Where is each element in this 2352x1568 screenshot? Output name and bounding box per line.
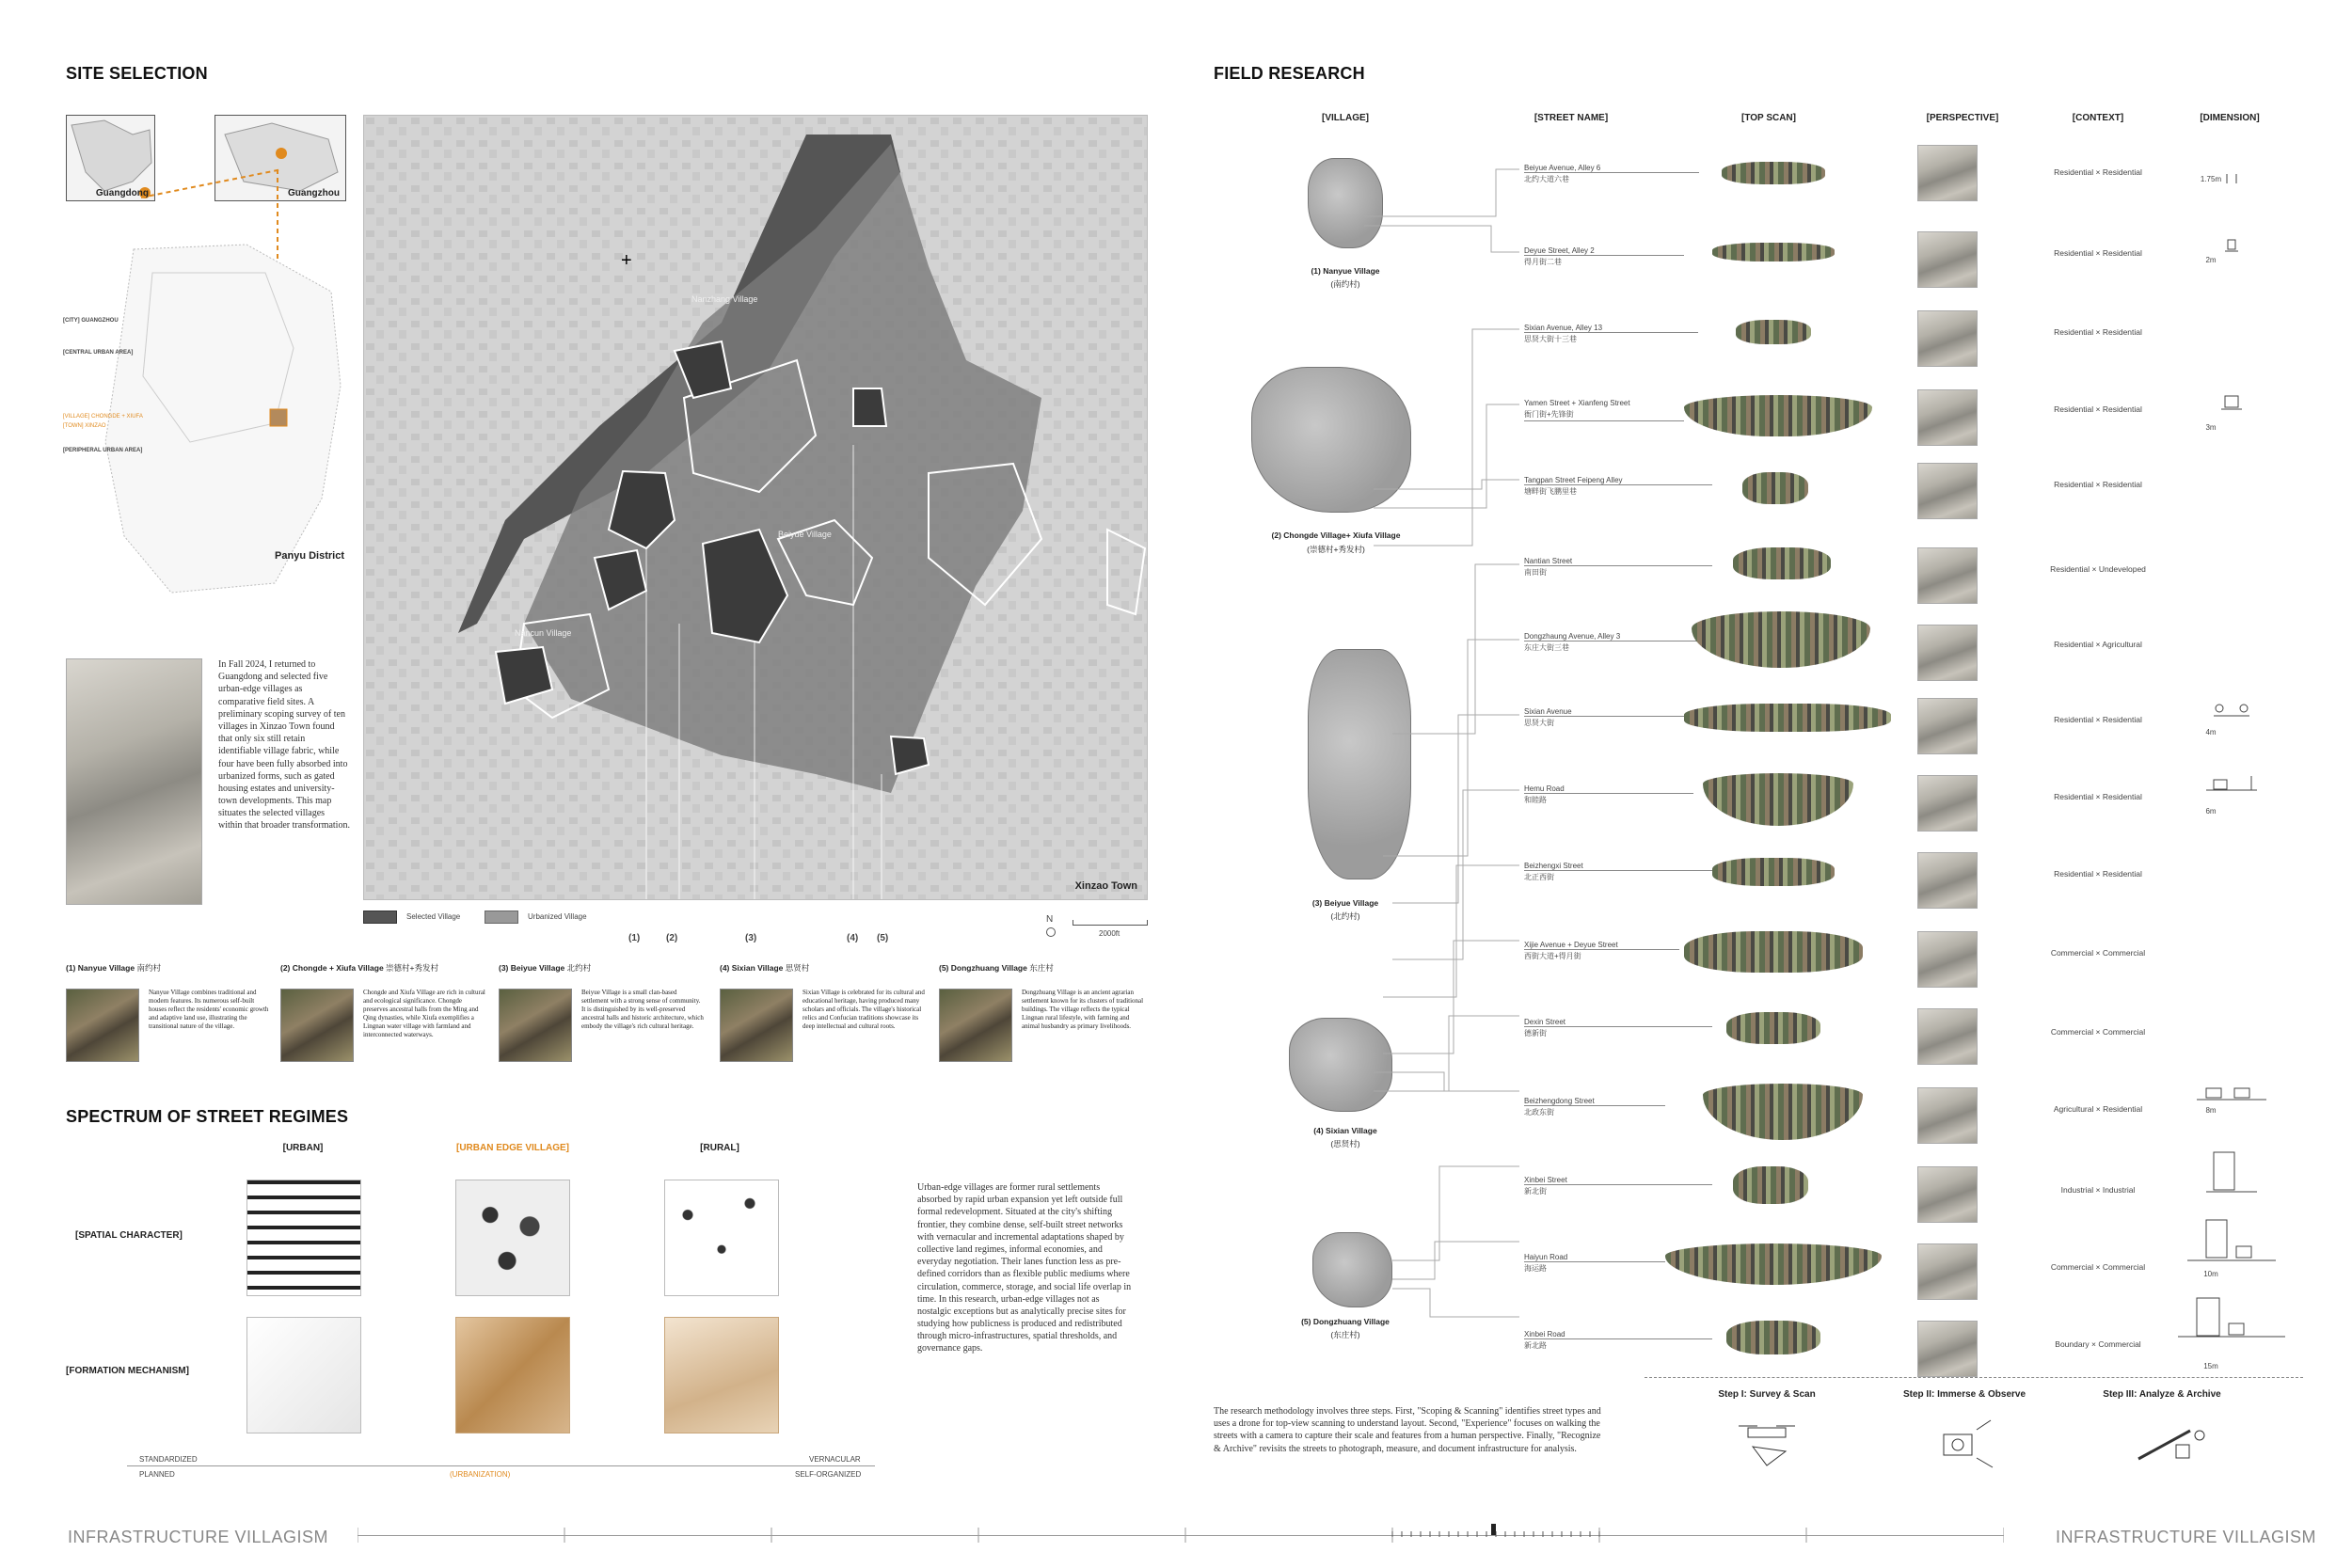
village-desc-1-photo [66, 989, 139, 1062]
axis-mid-label: (URBANIZATION) [450, 1470, 511, 1479]
top-scan [1665, 1243, 1882, 1285]
scale-bar [1073, 920, 1148, 926]
village-desc-2 [280, 962, 492, 1039]
perspective-photo [1917, 389, 1978, 446]
scale-label: 2000ft [1099, 929, 1120, 938]
village-desc-3-text: Beiyue Village is a small clan-based settlement with a strong sense of community. It is distinguished by its well-preserved ancestral halls and historic architecture, which embody the village's rich cultural heritage. [581, 989, 704, 1031]
top-scan [1742, 472, 1808, 504]
map-marker-3: (3) [745, 933, 757, 943]
step-3-label: Step III: Analyze & Archive [2103, 1389, 2221, 1400]
street-name-cn: 北政东街 [1524, 1108, 1554, 1117]
site-selection-title: SITE SELECTION [66, 64, 208, 83]
street-leader-line [1524, 565, 1712, 566]
village-desc-5-num: (5) [939, 963, 949, 973]
perspective-photo [1917, 310, 1978, 367]
context-label: Residential × Residential [2054, 327, 2142, 337]
street-name-cn: 新北街 [1524, 1187, 1547, 1196]
perspective-photo [1917, 625, 1978, 681]
map-marker-1: (1) [628, 933, 641, 943]
village-desc-1-name: Nanyue Village [77, 963, 135, 973]
village-desc-4-cn: 思贤村 [785, 963, 810, 973]
village-label-2: (2) Chongde Village+ Xiufa Village [1271, 531, 1401, 540]
context-label: Residential × Residential [2054, 480, 2142, 489]
street-leader-line [1524, 1338, 1712, 1339]
village-desc-4-text: Sixian Village is celebrated for its cultural and educational heritage, having produced many scholars and officials. The village's historical relics and Confucian traditions showcase its deep intellectual and cultural roots. [803, 989, 925, 1031]
guangdong-label: Guangdong [95, 188, 149, 198]
village-marker-5 [853, 388, 886, 426]
edge-spatial-diagram [455, 1180, 570, 1296]
perspective-photo [1917, 698, 1978, 754]
top-scan [1733, 547, 1831, 579]
step-1-label: Step I: Survey & Scan [1718, 1389, 1816, 1400]
perspective-photo [1917, 463, 1978, 519]
street-name-cn: 塘畔街飞鹏里巷 [1524, 487, 1577, 496]
street-leader-line [1524, 1184, 1712, 1185]
village-desc-2-text: Chongde and Xiufa Village are rich in cultural and ecological significance. Chongde preserves ancestral halls from the Ming and Qing dynasties, while Xiufa exemplifies a Lingnan water village with farmland and interconnected waterways. [363, 989, 485, 1039]
village-desc-3 [499, 962, 710, 1031]
street-name-en: Hemu Road [1524, 784, 1565, 793]
perspective-photo [1917, 852, 1978, 909]
context-label: Industrial × Industrial [2060, 1185, 2136, 1195]
village-cn-4: (思贤村) [1330, 1139, 1360, 1148]
perspective-photo [1917, 1321, 1978, 1377]
camera-walk-icon [1934, 1411, 2000, 1477]
method-text: The research methodology involves three steps. First, "Scoping & Scanning" identifies street types and uses a drone for top-view scanning to understand layout. Second, "Experience" focuses on walking the streets with a camera to capture their scale and features from a human perspective. Finally, "Recognize & Archive" revisits the streets to photograph, measure, and document infrastructure for analysis. [1214, 1406, 1601, 1454]
street-name-en: Haiyun Road [1524, 1253, 1568, 1261]
perspective-photo [1917, 1243, 1978, 1300]
map-marker-2: (2) [666, 933, 678, 943]
top-scan [1684, 931, 1863, 973]
street-leader-line [1524, 1261, 1665, 1262]
street-name-en: Nantian Street [1524, 557, 1573, 565]
top-scan [1733, 1166, 1808, 1204]
top-scan [1722, 162, 1825, 184]
context-label: Residential × Residential [2054, 248, 2142, 258]
edge-formation-sketch [455, 1317, 570, 1433]
map-label-beiyue: Beiyue Village [778, 530, 832, 539]
street-name-en: Deyue Street, Alley 2 [1524, 246, 1595, 255]
street-name-en: Dexin Street [1524, 1018, 1566, 1026]
district-map [58, 235, 350, 602]
village-cn-5: (东庄村) [1330, 1330, 1360, 1339]
village-desc-3-photo [499, 989, 572, 1062]
dimension-label: 2m [2205, 256, 2217, 264]
top-scan [1692, 611, 1870, 668]
village-desc-4-photo [720, 989, 793, 1062]
village-desc-4-num: (4) [720, 963, 730, 973]
axis-right-2: SELF-ORGANIZED [795, 1470, 862, 1479]
street-name-cn: 得月街二巷 [1524, 258, 1562, 266]
street-name-en: Xinbei Street [1524, 1176, 1567, 1184]
context-label: Residential × Agricultural [2054, 640, 2142, 649]
map-marker-5: (5) [877, 933, 889, 943]
street-name-cn: 西街大道+得月街 [1524, 952, 1581, 960]
drone-icon [1739, 1409, 1804, 1475]
street-name-en: Beizhengxi Street [1524, 862, 1583, 870]
context-label: Agricultural × Residential [2053, 1104, 2143, 1114]
urban-formation-sketch [246, 1317, 361, 1433]
village-descriptions [66, 962, 1157, 1075]
street-name-cn: 南田街 [1524, 568, 1547, 577]
street-name-en: Dongzhaung Avenue, Alley 3 [1524, 632, 1621, 641]
context-label: Commercial × Commercial [2050, 1027, 2146, 1037]
context-label: Residential × Undeveloped [2050, 564, 2146, 574]
perspective-photo [1917, 145, 1978, 201]
central-area-label: [CENTRAL URBAN AREA] [63, 350, 134, 356]
village-label-5: (5) Dongzhuang Village [1301, 1317, 1390, 1326]
axis-left-1: STANDARDIZED [139, 1455, 198, 1464]
street-name-cn: 东庄大街三巷 [1524, 643, 1569, 652]
dimension-section-drawings [2169, 155, 2319, 1350]
street-leader-line [1524, 716, 1684, 717]
map-label-nancun: Nancun Village [515, 628, 572, 638]
street-leader-line [1524, 484, 1712, 485]
village-desc-3-cn: 北约村 [566, 963, 592, 973]
village-street-connectors [1355, 150, 1524, 1354]
perspective-photo [1917, 1008, 1978, 1065]
footer-ticks [358, 1524, 2004, 1543]
header-context: [CONTEXT] [2072, 113, 2124, 123]
xinzao-map-graphics [364, 116, 1148, 900]
dimension-label: 1.75m [2200, 175, 2222, 183]
legend-urbanized-swatch [485, 911, 518, 924]
dimension-label: 3m [2205, 423, 2217, 432]
village-desc-1-text: Nanyue Village combines traditional and modern features. Its numerous self-built houses reflect the residents' economic growth and adaptive land use, illustrating the transitional nature of the village. [149, 989, 269, 1031]
dimension-label: 6m [2205, 807, 2217, 816]
spectrum-col-urban: [URBAN] [282, 1143, 324, 1153]
top-scan [1736, 320, 1811, 344]
context-label: Residential × Residential [2054, 792, 2142, 801]
village-desc-2-num: (2) [280, 963, 291, 973]
street-leader-line [1524, 1026, 1712, 1027]
village-desc-5 [939, 962, 1157, 1031]
rural-formation-sketch [664, 1317, 779, 1433]
context-label: Boundary × Commercial [2055, 1339, 2141, 1349]
context-label: Residential × Residential [2054, 167, 2142, 177]
legend-selected-label: Selected Village [406, 912, 461, 921]
street-name-en: Sixian Avenue [1524, 707, 1572, 716]
street-leader-line [1524, 255, 1684, 256]
street-leader-line [1524, 870, 1712, 871]
spectrum-row-spatial: [SPATIAL CHARACTER] [75, 1230, 183, 1241]
spectrum-text: Urban-edge villages are former rural settlements absorbed by rapid urban expansion yet left outside full formal redevelopment. Situated at the city's shifting frontier, they combine dense, self-built street networks with vernacular and incremental adaptations shaped by collective land regimes, informal economies, and everyday negotiation. Their lanes function less as pre-defined corridors than as flexible public mediums where circulation, commerce, storage, and social life overlap in time. In this research, urban-edge villages not as nostalgic exceptions but as analytically precise sites for studying how publicness is produced and redistributed through micro-infrastructures, spatial thresholds, and governance gaps. [917, 1182, 1132, 1354]
header-top-scan: [TOP SCAN] [1741, 113, 1796, 123]
guangzhou-label: Guangzhou [288, 188, 340, 198]
village-desc-2-cn: 崇德村+秀发村 [386, 963, 439, 973]
village-desc-5-cn: 东庄村 [1029, 963, 1054, 973]
street-name-en: Sixian Avenue, Alley 13 [1524, 324, 1603, 332]
spectrum-title: SPECTRUM OF STREET REGIMES [66, 1107, 349, 1126]
street-leader-line [1524, 949, 1679, 950]
field-research-title: FIELD RESEARCH [1214, 64, 1365, 83]
top-scan [1684, 704, 1891, 732]
map-label-nanzhang: Nanzhang Village [691, 294, 758, 304]
village-label: [VILLAGE] CHONGDE + XIUFA [63, 414, 143, 420]
urban-spatial-diagram [246, 1180, 361, 1296]
header-street-name: [STREET NAME] [1534, 113, 1609, 123]
header-dimension: [DIMENSION] [2200, 113, 2260, 123]
axis-left-2: PLANNED [139, 1470, 175, 1479]
top-scan [1726, 1321, 1820, 1354]
street-name-en: Xinbei Road [1524, 1330, 1565, 1338]
context-label: Commercial × Commercial [2050, 1262, 2146, 1272]
street-name-cn: 海运路 [1524, 1264, 1547, 1273]
village-label-3: (3) Beiyue Village [1311, 898, 1379, 908]
panyu-district-label: Panyu District [275, 550, 344, 562]
dimension-label: 4m [2205, 728, 2217, 736]
legend-urbanized-label: Urbanized Village [528, 912, 587, 921]
spectrum-axis [127, 1465, 875, 1466]
perspective-photo [1917, 1166, 1978, 1223]
top-scan [1726, 1012, 1820, 1044]
footer-left-title: INFRASTRUCTURE VILLAGISM [68, 1528, 329, 1546]
header-village: [VILLAGE] [1322, 113, 1369, 123]
top-scan [1712, 243, 1835, 261]
street-name-cn: 思贤大街十三巷 [1524, 335, 1577, 343]
street-leader-line [1524, 793, 1693, 794]
map-marker-4: (4) [847, 933, 859, 943]
village-desc-1-num: (1) [66, 963, 76, 973]
perspective-photo [1917, 1087, 1978, 1144]
village-desc-4 [720, 962, 931, 1031]
svg-text:+: + [621, 250, 632, 271]
street-name-en: Beiyue Avenue, Alley 6 [1524, 164, 1601, 172]
axis-right-1: VERNACULAR [809, 1455, 861, 1464]
context-label: Residential × Residential [2054, 869, 2142, 879]
village-desc-2-photo [280, 989, 354, 1062]
top-scan [1703, 1084, 1863, 1140]
peripheral-area-label: [PERIPHERAL URBAN AREA] [63, 448, 143, 453]
perspective-photo [1917, 931, 1978, 988]
steps-divider [1645, 1377, 2303, 1378]
street-name-en: Tangpan Street Feipeng Alley [1524, 476, 1623, 484]
spectrum-col-rural: [RURAL] [700, 1143, 739, 1153]
village-desc-5-text: Dongzhuang Village is an ancient agrarian settlement known for its clusters of traditional buildings. The village reflects the typical Lingnan rural lifestyle, with farming and animal husbandry as primary livelihoods. [1022, 989, 1144, 1031]
street-name-cn: 德新街 [1524, 1029, 1547, 1037]
city-label: [CITY] GUANGZHOU [63, 318, 119, 324]
village-label-4: (4) Sixian Village [1313, 1126, 1377, 1135]
street-name-cn: 北约大道六巷 [1524, 175, 1569, 183]
dimension-label: 8m [2205, 1106, 2217, 1115]
street-leader-line [1524, 172, 1699, 173]
village-desc-1-cn: 南约村 [136, 963, 161, 973]
top-scan [1712, 858, 1835, 886]
street-name-cn: 新北路 [1524, 1341, 1547, 1350]
measure-archive-icon [2134, 1407, 2209, 1473]
street-name-cn: 北正西街 [1524, 873, 1554, 881]
street-name-en: Xijie Avenue + Deyue Street [1524, 941, 1618, 949]
village-cn-2: (崇德村+秀发村) [1307, 545, 1365, 554]
xinzao-town-map [363, 115, 1148, 900]
spectrum-row-formation: [FORMATION MECHANISM] [66, 1366, 189, 1376]
village-desc-3-name: Beiyue Village [510, 963, 565, 973]
street-leader-line [1524, 420, 1684, 421]
street-leader-line [1524, 1105, 1665, 1106]
street-name-cn: 思贤大街 [1524, 719, 1554, 727]
rural-spatial-diagram [664, 1180, 779, 1296]
dimension-label: 15m [2203, 1362, 2218, 1370]
context-label: Residential × Residential [2054, 715, 2142, 724]
street-name-cn: 衙门街+先锋街 [1524, 410, 1574, 419]
footer-right-title: INFRASTRUCTURE VILLAGISM [2056, 1528, 2317, 1546]
village-desc-4-name: Sixian Village [731, 963, 784, 973]
north-arrow-label: N [1046, 914, 1054, 925]
xinzao-town-label: Xinzao Town [1074, 880, 1137, 892]
top-scan [1684, 395, 1872, 436]
village-desc-1 [66, 962, 278, 1031]
intro-text: In Fall 2024, I returned to Guangdong and selected five urban-edge villages as comparative field sites. A preliminary scoping survey of ten villages in Xinzao Town found that only six still retain identifiable village fabric, while four have been fully absorbed into urbanized forms, such as gated housing estates and university-town developments. This map situates the selected villages within that broader transformation. [218, 659, 350, 832]
village-desc-3-num: (3) [499, 963, 509, 973]
village-cn-1: (南约村) [1330, 279, 1360, 289]
perspective-photo [1917, 231, 1978, 288]
top-scan [1703, 773, 1853, 826]
aerial-photo [66, 658, 202, 905]
spectrum-col-edge: [URBAN EDGE VILLAGE] [456, 1143, 569, 1153]
village-desc-5-photo [939, 989, 1012, 1062]
context-label: Commercial × Commercial [2050, 948, 2146, 958]
perspective-photo [1917, 775, 1978, 832]
context-label: Residential × Residential [2054, 404, 2142, 414]
street-leader-line [1524, 332, 1698, 333]
street-name-en: Beizhengdong Street [1524, 1097, 1595, 1105]
legend-selected-swatch [363, 911, 397, 924]
north-arrow-icon [1046, 927, 1056, 937]
step-2-label: Step II: Immerse & Observe [1902, 1389, 2026, 1400]
village-desc-5-name: Dongzhuang Village [950, 963, 1027, 973]
street-name-cn: 和睦路 [1524, 796, 1547, 804]
perspective-photo [1917, 547, 1978, 604]
village-desc-2-name: Chongde + Xiufa Village [292, 963, 384, 973]
street-name-en: Yamen Street + Xianfeng Street [1524, 399, 1630, 407]
dimension-label: 10m [2203, 1270, 2218, 1278]
village-cn-3: (北约村) [1330, 911, 1360, 921]
village-label-1: (1) Nanyue Village [1311, 266, 1380, 276]
header-perspective: [PERSPECTIVE] [1926, 113, 1999, 123]
town-label: [TOWN] XINZAO [63, 423, 106, 429]
